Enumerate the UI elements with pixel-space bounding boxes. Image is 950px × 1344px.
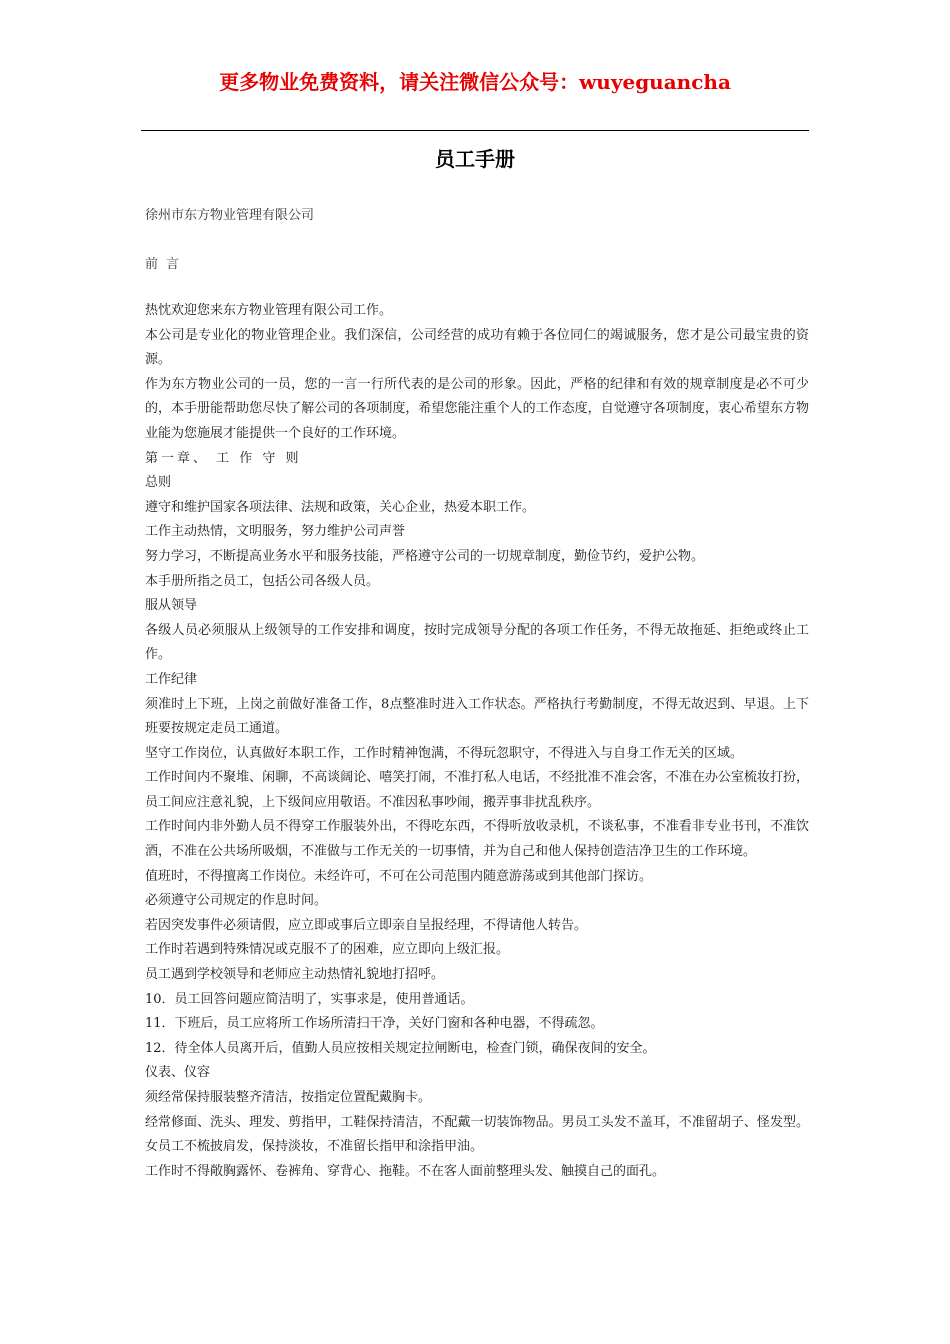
document-body xyxy=(145,299,809,1184)
paragraph: 努力学习，不断提高业务水平和服务技能，严格遵守公司的一切规章制度，勤俭节约，爱护公物。 xyxy=(145,548,705,564)
paragraph: 须经常保持服装整齐清洁，按指定位置配戴胸卡。 xyxy=(145,1090,432,1105)
numbered-item: 11．下班后，员工应将所工作场所清扫干净，关好门窗和各种电器，不得疏忽。 xyxy=(145,1016,604,1032)
paragraph: 各级人员必须服从上级领导的工作安排和调度，按时完成领导分配的各项工作任务，不得无故拖延、拒绝或终止工作。 xyxy=(145,622,809,663)
header-divider xyxy=(141,130,809,131)
paragraph: 工作主动热情，文明服务，努力维护公司声誉 xyxy=(145,524,406,540)
section-heading: 服从领导 xyxy=(145,598,198,614)
paragraph: 值班时，不得擅离工作岗位。未经许可，不可在公司范围内随意游荡或到其他部门探访。 xyxy=(145,868,653,884)
paragraph: 坚守工作岗位，认真做好本职工作，工作时精神饱满，不得玩忽职守，不得进入与自身工作无关的区域。 xyxy=(145,745,744,761)
paragraph: 工作时间内非外勤人员不得穿工作服装外出，不得吃东西，不得听放收录机，不谈私事，不准看非专业书刊，不准饮酒，不准在公共场所吸烟，不准做与工作无关的一切事情，并为自己和他人保持创造洁净卫生的工作环境。 xyxy=(145,819,809,860)
paragraph: 遵守和维护国家各项法律、法规和政策，关心企业，热爱本职工作。 xyxy=(145,499,536,515)
paragraph: 员工遇到学校领导和老师应主动热情礼貌地打招呼。 xyxy=(145,967,445,983)
preface-heading: 前言 xyxy=(145,257,188,272)
paragraph: 工作时不得敞胸露怀、卷裤角、穿背心、拖鞋。不在客人面前整理头发、触摸自己的面孔。 xyxy=(145,1163,666,1179)
section-heading: 总则 xyxy=(145,475,172,491)
paragraph: 若因突发事件必须请假，应立即或事后立即亲自呈报经理，不得请他人转告。 xyxy=(145,917,588,933)
numbered-item: 12．待全体人员离开后，值勤人员应按相关规定拉闸断电，检查门锁，确保夜间的安全。 xyxy=(145,1040,656,1056)
paragraph: 热忱欢迎您来东方物业管理有限公司工作。 xyxy=(145,303,393,318)
paragraph: 工作时若遇到特殊情况或克服不了的困难，应立即向上级汇报。 xyxy=(145,942,510,958)
paragraph: 须准时上下班，上岗之前做好准备工作，8点整准时进入工作状态。严格执行考勤制度，不得无故迟到、早退。上下班要按规定走员工通道。 xyxy=(145,696,809,737)
section-heading: 仪表、仪容 xyxy=(145,1065,211,1081)
chapter-heading: 第一章、 工 作 守 则 xyxy=(145,450,302,466)
paragraph: 作为东方物业公司的一员，您的一言一行所代表的是公司的形象。因此，严格的纪律和有效的规章制度是必不可少的，本手册能帮助您尽快了解公司的各项制度，希望您能注重个人的工作态度，自觉遵守各项制度，衷心希望东方物业能为您施展才能提供一个良好的工作环境。 xyxy=(145,376,809,441)
numbered-item: 10．员工回答问题应简洁明了，实事求是，使用普通话。 xyxy=(145,991,474,1007)
paragraph: 必须遵守公司规定的作息时间。 xyxy=(145,893,328,909)
document-title: 员工手册 xyxy=(435,147,515,171)
section-heading: 工作纪律 xyxy=(145,671,198,687)
paragraph: 经常修面、洗头、理发、剪指甲，工鞋保持清洁，不配戴一切装饰物品。男员工头发不盖耳，不准留胡子、怪发型。女员工不梳披肩发，保持淡妆，不准留长指甲和涂指甲油。 xyxy=(145,1114,809,1155)
paragraph: 本公司是专业化的物业管理企业。我们深信，公司经营的成功有赖于各位同仁的竭诚服务，您才是公司最宝贵的资源。 xyxy=(145,327,809,368)
paragraph: 本手册所指之员工，包括公司各级人员。 xyxy=(145,573,380,589)
company-name: 徐州市东方物业管理有限公司 xyxy=(145,208,315,223)
promo-banner: 更多物业免费资料，请关注微信公众号：wuyeguancha xyxy=(219,70,731,94)
paragraph: 工作时间内不聚堆、闲聊，不高谈阔论、嘻笑打闹，不准打私人电话，不经批准不准会客，不准在办公室梳妆打扮，员工间应注意礼貌，上下级间应用敬语。不准因私事吵闹，搬弄事非扰乱秩序。 xyxy=(145,770,809,810)
